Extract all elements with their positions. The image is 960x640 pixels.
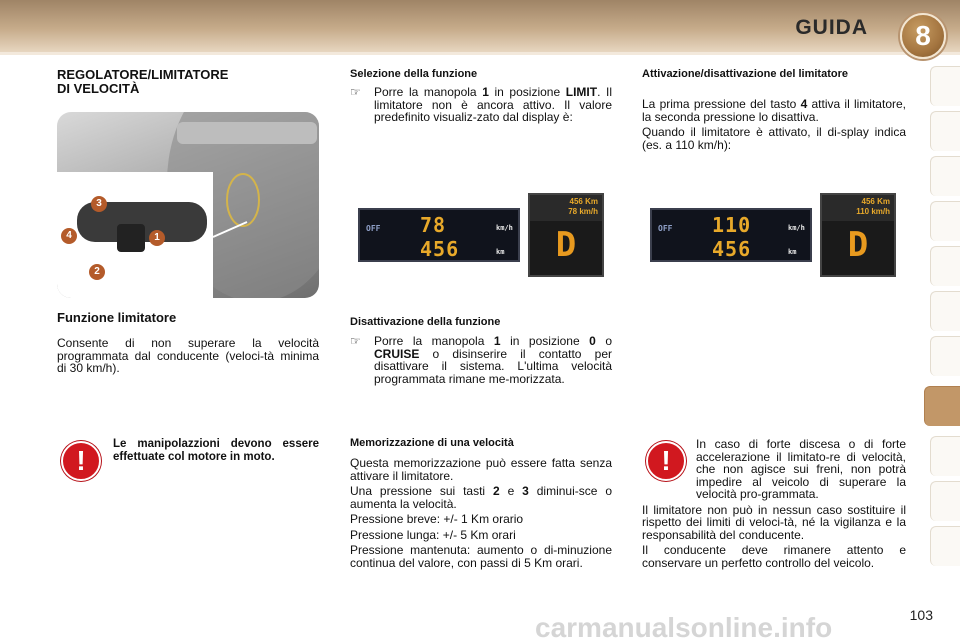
cruise-keyword: CRUISE [374, 346, 420, 361]
text-run: in posizione [488, 85, 566, 99]
text-run: Porre la manopola [374, 85, 483, 99]
limit-keyword: LIMIT [565, 85, 598, 99]
chapter-tab[interactable] [930, 111, 960, 151]
mini-km: 456 Km [861, 197, 890, 206]
warning-driver-p3: Il conducente deve rimanere attento e conservare un perfetto controllo del veicolo. [642, 543, 906, 570]
distance-unit: km [496, 248, 505, 256]
speed-unit: km/h [788, 224, 805, 232]
memorization-p4: Pressione lunga: +/- 5 Km orari [350, 527, 516, 542]
text-run: attiva il limitatore, la seconda pressione lo disattiva. [642, 97, 906, 124]
chapter-tab[interactable] [930, 66, 960, 106]
section-title [57, 68, 319, 96]
chapter-title: GUIDA [795, 16, 868, 39]
header-divider [0, 52, 960, 55]
chapter-number-badge: 8 [900, 13, 946, 59]
selection-bullet [350, 86, 612, 124]
key-3: 3 [522, 484, 529, 498]
text-run: La prima pressione del tasto [642, 97, 801, 111]
activation-p1 [642, 98, 906, 123]
position-0: 0 [589, 334, 596, 348]
text-run: in posizione [500, 334, 590, 348]
chapter-tab[interactable] [930, 336, 960, 376]
chapter-tab[interactable] [930, 156, 960, 196]
key-1: 1 [482, 85, 489, 99]
instrument-display-2 [650, 208, 812, 262]
instrument-display-1 [358, 208, 520, 262]
selection-title: Selezione della funzione [350, 68, 478, 80]
deactivation-bullet [350, 335, 612, 385]
mini-speed: 78 km/h [568, 207, 598, 216]
set-speed-value: 110 [712, 213, 752, 237]
pointing-hand-icon: ☞ [350, 85, 361, 99]
warning-downhill-p1: In caso di forte discesa o di forte accelerazione il limitato-re di velocità, che non agisce sui freni, non potrà impedire al veicolo di superare la velocità pro-grammata. [696, 437, 906, 501]
warning-limiter-p2: Il limitatore non può in nessun caso sostituire il rispetto dei limiti di veloci-tà, né la vigilanza e la responsabilità del conducente. [642, 502, 906, 542]
odometer-value: 456 [712, 237, 752, 261]
memorization-p3: Pressione breve: +/- 1 Km orario [350, 512, 524, 526]
stalk-photo [57, 112, 319, 298]
mini-km: 456 Km [569, 197, 598, 206]
set-speed-value: 78 [420, 213, 447, 237]
key-4: 4 [800, 97, 808, 111]
mini-speed: 110 km/h [856, 207, 890, 216]
chapter-tab[interactable] [930, 526, 960, 566]
text-run: . Il limitatore non è ancora attivo. Il valore predefinito visualiz-zato dal display è: [374, 85, 613, 124]
chapter-tab[interactable] [930, 246, 960, 286]
callout-1: 1 [149, 230, 165, 246]
off-label: OFF [366, 224, 381, 233]
activation-title: Attivazione/disattivazione del limitatore [642, 68, 848, 80]
chapter-tab[interactable] [930, 201, 960, 241]
chapter-tab-active[interactable] [924, 386, 960, 426]
chapter-tabs [930, 66, 960, 576]
deactivation-title: Disattivazione della funzione [350, 316, 501, 328]
gear-indicator: D [847, 225, 869, 265]
limiter-function-body: Consente di non superare la velocità programmata dal conducente (veloci-tà minima di 30 km/h). [57, 336, 319, 375]
text-run: o [595, 334, 613, 348]
text-run: Porre la manopola [374, 334, 494, 348]
distance-unit: km [788, 248, 797, 256]
memorization-p2 [350, 485, 612, 510]
chapter-tab[interactable] [930, 436, 960, 476]
speed-unit: km/h [496, 224, 513, 232]
text-run: diminui-sce o aumenta la velocità. [350, 484, 613, 511]
callout-4: 4 [61, 228, 77, 244]
limiter-function-title: Funzione limitatore [57, 310, 177, 325]
memorization-p5: Pressione mantenuta: aumento o di-minuzione continua del valore, con passi di 5 Km orari. [350, 543, 612, 570]
odometer-value: 456 [420, 237, 460, 261]
gear-indicator: D [555, 225, 577, 265]
warning-engine-running: Le manipolazzioni devono essere effettuate col motore in moto. [113, 438, 319, 463]
text-run: o disinserire il contatto per disattivare il sistema. L'ultima velocità programmata rimane me-morizzata. [374, 346, 612, 386]
section-title-line2: DI VELOCITÀ [57, 81, 140, 96]
text-run: Una pressione sui tasti [350, 484, 493, 498]
key-1: 1 [493, 334, 501, 348]
page-number: 103 [909, 607, 933, 623]
activation-p2: Quando il limitatore è attivato, il di-splay indica (es. a 110 km/h): [642, 125, 906, 152]
mini-display-1 [528, 193, 604, 277]
callout-3: 3 [91, 196, 107, 212]
chapter-tab[interactable] [930, 291, 960, 331]
key-2: 2 [493, 484, 500, 498]
memorization-p1: Questa memorizzazione può essere fatta senza attivare il limitatore. [350, 456, 612, 483]
mini-display-2 [820, 193, 896, 277]
callout-2: 2 [89, 264, 105, 280]
exclamation-icon: ! [646, 441, 686, 481]
chapter-tab[interactable] [930, 481, 960, 521]
off-label: OFF [658, 224, 673, 233]
memorization-title: Memorizzazione di una velocità [350, 437, 514, 449]
exclamation-icon: ! [61, 441, 101, 481]
watermark: carmanualsonline.info [535, 612, 833, 640]
section-title-line1: REGOLATORE/LIMITATORE [57, 67, 229, 82]
text-run: e [499, 484, 523, 498]
pointing-hand-icon: ☞ [350, 334, 361, 348]
